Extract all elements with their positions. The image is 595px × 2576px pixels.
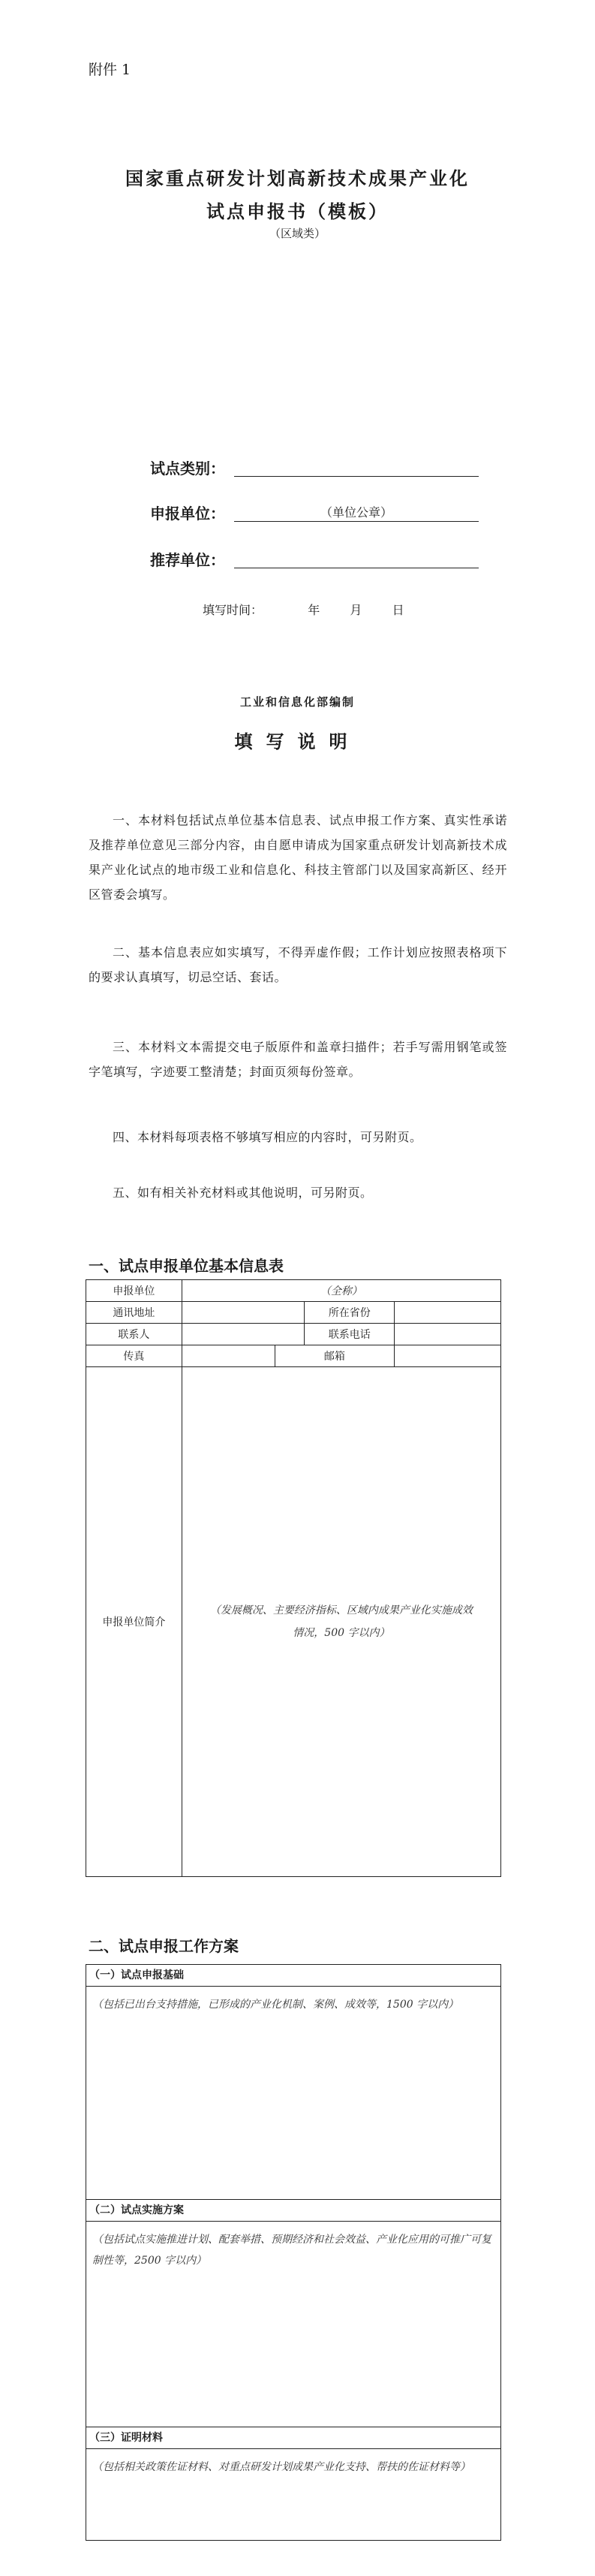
instruction-paragraph: 四、本材料每项表格不够填写相应的内容时，可另附页。 [113,1130,422,1144]
province-cell-value[interactable] [395,1302,501,1324]
contact-cell-label: 联系人 [86,1324,182,1345]
applicant-unit-field[interactable]: （单位公章） [234,503,479,522]
address-cell-value[interactable] [182,1302,305,1324]
instruction-paragraph: 三、本材料文本需提交电子版原件和盖章扫描件；若手写需用钢笔或签字笔填写，字迹要工整清楚；封面页须每份签章。 [89,1040,507,1079]
fill-date-label: 填写时间： [203,603,263,617]
address-cell-label: 通讯地址 [86,1302,182,1324]
fill-date-month: 月 [350,603,362,617]
intro-cell-value[interactable]: （发展概况、主要经济指标、区域内成果产业化实施成效情况，500 字以内） [182,1367,500,1877]
recommending-unit-field[interactable] [234,550,479,568]
plan-box-implementation[interactable] [86,2199,501,2427]
plan-box-heading: （三）证明材料 [86,2427,500,2449]
document-title-line1: 国家重点研发计划高新技术成果产业化 [125,167,470,189]
basic-info-table [86,1279,501,1877]
recommending-unit-label: 推荐单位： [150,551,225,569]
attachment-label: 附件 1 [89,62,131,78]
fill-date-row [203,601,404,618]
plan-box-heading: （二）试点实施方案 [86,2200,500,2222]
applicant-cell-label: 申报单位 [86,1280,182,1302]
document-subtitle: （区域类） [269,227,326,240]
email-cell-label: 邮箱 [275,1345,395,1367]
plan-box-hint: （包括已出台支持措施，已形成的产业化机制、案例、成效等，1500 字以内） [92,1999,459,2011]
instructions-title: 填写说明 [234,731,361,752]
fill-date-year: 年 [308,603,320,617]
issuing-organization: 工业和信息化部编制 [239,695,355,709]
plan-box-hint: （包括相关政策佐证材料、对重点研发计划成果产业化支持、帮扶的佐证材料等） [92,2461,470,2473]
instruction-paragraph: 二、基本信息表应如实填写，不得弄虚作假；工作计划应按照表格项下的要求认真填写，切忌空话、套话。 [89,945,507,984]
document-title-line2: 试点申报书（模板） [206,200,389,222]
fax-cell-value[interactable] [182,1345,275,1367]
section1-title: 一、试点申报单位基本信息表 [89,1257,284,1275]
plan-box-heading: （一）试点申报基础 [86,1965,500,1987]
email-cell-value[interactable] [395,1345,501,1367]
phone-cell-value[interactable] [395,1324,501,1345]
contact-cell-value[interactable] [182,1324,305,1345]
phone-cell-label: 联系电话 [305,1324,395,1345]
instruction-paragraph: 五、如有相关补充材料或其他说明，可另附页。 [113,1186,373,1200]
section2-title: 二、试点申报工作方案 [89,1937,239,1955]
pilot-category-field[interactable] [234,458,479,477]
applicant-cell-value[interactable]: （全称） [182,1280,500,1302]
intro-cell-label: 申报单位简介 [86,1367,182,1877]
fill-date-day: 日 [392,603,404,617]
applicant-unit-label: 申报单位： [150,505,225,523]
plan-box-hint: （包括试点实施推进计划、配套举措、预期经济和社会效益、产业化应用的可推广可复制性等，2500 字以内） [92,2234,491,2267]
province-cell-label: 所在省份 [305,1302,395,1324]
plan-box-evidence[interactable] [86,2427,501,2541]
instruction-paragraph: 一、本材料包括试点单位基本信息表、试点申报工作方案、真实性承诺及推荐单位意见三部分内容，由自愿申请成为国家重点研发计划高新技术成果产业化试点的地市级工业和信息化、科技主管部门以及国家高新区、经开区管委会填写。 [89,813,507,902]
pilot-category-label: 试点类别： [150,459,225,478]
fax-cell-label: 传真 [86,1345,182,1367]
plan-box-basis[interactable] [86,1964,501,2199]
